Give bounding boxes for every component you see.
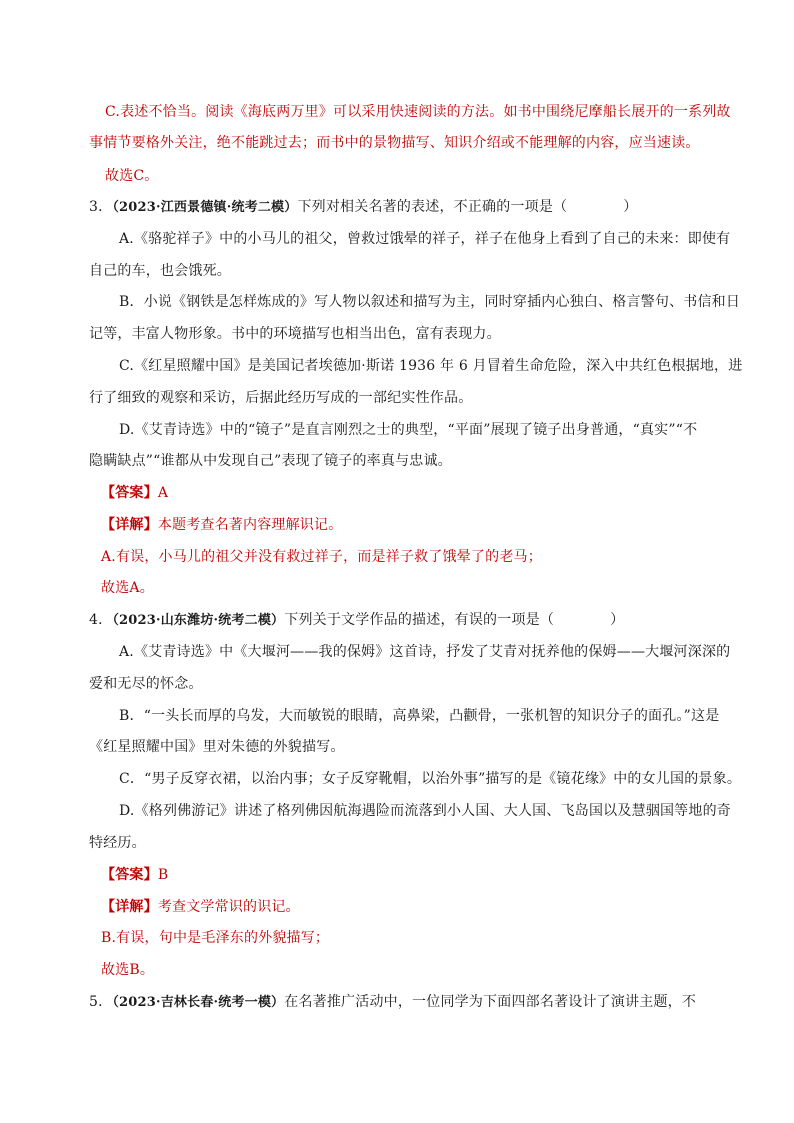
q4-detail-label: 【详解】: [101, 899, 158, 915]
q3-detail-text: 本题考查名著内容理解识记。: [157, 517, 343, 533]
q4-choose-line: 故选B。: [101, 962, 155, 978]
q3-option-b-line-1: B．小说《钢铁是怎样炼成的》写人物以叙述和描写为主，同时穿插内心独白、格言警句、书信和日: [119, 294, 741, 310]
q3-answer: [101, 484, 168, 502]
q4-stem-close: ）: [610, 612, 625, 628]
q5-source: （2023·吉林长春·统考一模）: [112, 995, 285, 1010]
q4-number: 4．: [89, 612, 113, 628]
q3-source: （2023·江西景德镇·统考二模）: [112, 200, 298, 215]
q4-detail: [101, 898, 300, 916]
q4-explanation: B.有误，句中是毛泽东的外貌描写；: [101, 930, 330, 946]
q4-option-a-line-2: 爱和无尽的怀念。: [89, 676, 203, 692]
q3-option-b-line-2: 记等，丰富人物形象。书中的环境描写也相当出色，富有表现力。: [89, 326, 501, 342]
q3-choose-line: 故选A。: [101, 580, 154, 596]
q5-stem: 在名著推广活动中，一位同学为下面四部名著设计了演讲主题，不: [284, 994, 697, 1010]
q3-option-a-line-1: A.《骆驼祥子》中的小马儿的祖父，曾救过饿晕的祥子，祥子在他身上看到了自己的未来：即使有: [119, 231, 731, 247]
q3-option-d-line-1: D.《艾青诗选》中的“镜子”是直言刚烈之士的典型，“平面”展现了镜子出身普通，“真实”“不: [119, 422, 698, 438]
q5-number: 5．: [89, 994, 113, 1010]
q3-detail: [101, 516, 342, 534]
q3-header: [89, 198, 637, 217]
q4-answer-value: B: [157, 867, 169, 883]
q3-number: 3．: [89, 199, 113, 215]
q3-option-a-line-2: 自己的车，也会饿死。: [89, 263, 231, 279]
q4-answer-label: 【答案】: [101, 867, 158, 883]
q4-option-d-line-2: 特经历。: [89, 835, 146, 851]
q4-option-d-line-1: D.《格列佛游记》讲述了格列佛因航海遇险而流落到小人国、大人国、飞岛国以及慧骃国等地的奇: [119, 803, 731, 819]
q3-explanation: A.有误，小马儿的祖父并没有救过祥子，而是祥子救了饿晕了的老马；: [101, 549, 542, 565]
q3-answer-label: 【答案】: [101, 485, 158, 501]
q4-answer: [101, 866, 168, 884]
q4-option-b-line-2: 《红星照耀中国》里对朱德的外貌描写。: [89, 739, 345, 755]
q4-stem: 下列关于文学作品的描述，有误的一项是（: [284, 612, 555, 628]
q3-answer-value: A: [157, 485, 169, 501]
prev-explanation-line-2: 事情节要格外关注，绝不能跳过去；而书中的景物描写、知识介绍或不能理解的内容，应当速读。: [89, 135, 700, 151]
q4-header: [89, 611, 624, 630]
q4-option-c-line-1: C．“男子反穿衣裙，以治内事；女子反穿靴帽，以治外事”描写的是《镜花缘》中的女儿国的景象。: [119, 771, 742, 787]
q3-option-c-line-1: C.《红星照耀中国》是美国记者埃德加·斯诺 1936 年 6 月冒着生命危险，深入中共红色根据地，进: [119, 358, 743, 374]
prev-explanation-line-1: C.表述不恰当。阅读《海底两万里》可以采用快速阅读的方法。如书中围绕尼摩船长展开的一系列故: [105, 104, 731, 120]
q3-option-d-line-2: 隐瞒缺点”“谁都从中发现自己”表现了镜子的率真与忠诚。: [89, 453, 452, 469]
q4-option-a-line-1: A.《艾青诗选》中《大堰河——我的保姆》这首诗，抒发了艾青对抚养他的保姆——大堰河深深的: [119, 644, 731, 660]
q3-option-c-line-2: 行了细致的观察和采访，后据此经历写成的一部纪实性作品。: [89, 390, 473, 406]
q4-source: （2023·山东潍坊·统考二模）: [112, 613, 285, 628]
q3-stem-close: ）: [623, 199, 638, 215]
q3-stem: 下列对相关名著的表述，不正确的一项是（: [297, 199, 568, 215]
prev-choose-line: 故选C。: [105, 168, 159, 184]
q4-detail-text: 考查文学常识的识记。: [157, 899, 300, 915]
q4-option-b-line-1: B．“一头长而厚的乌发，大而敏锐的眼睛，高鼻梁，凸颧骨，一张机智的知识分子的面孔。”这是: [119, 708, 720, 724]
q3-detail-label: 【详解】: [101, 517, 158, 533]
q5-header: [89, 993, 696, 1012]
